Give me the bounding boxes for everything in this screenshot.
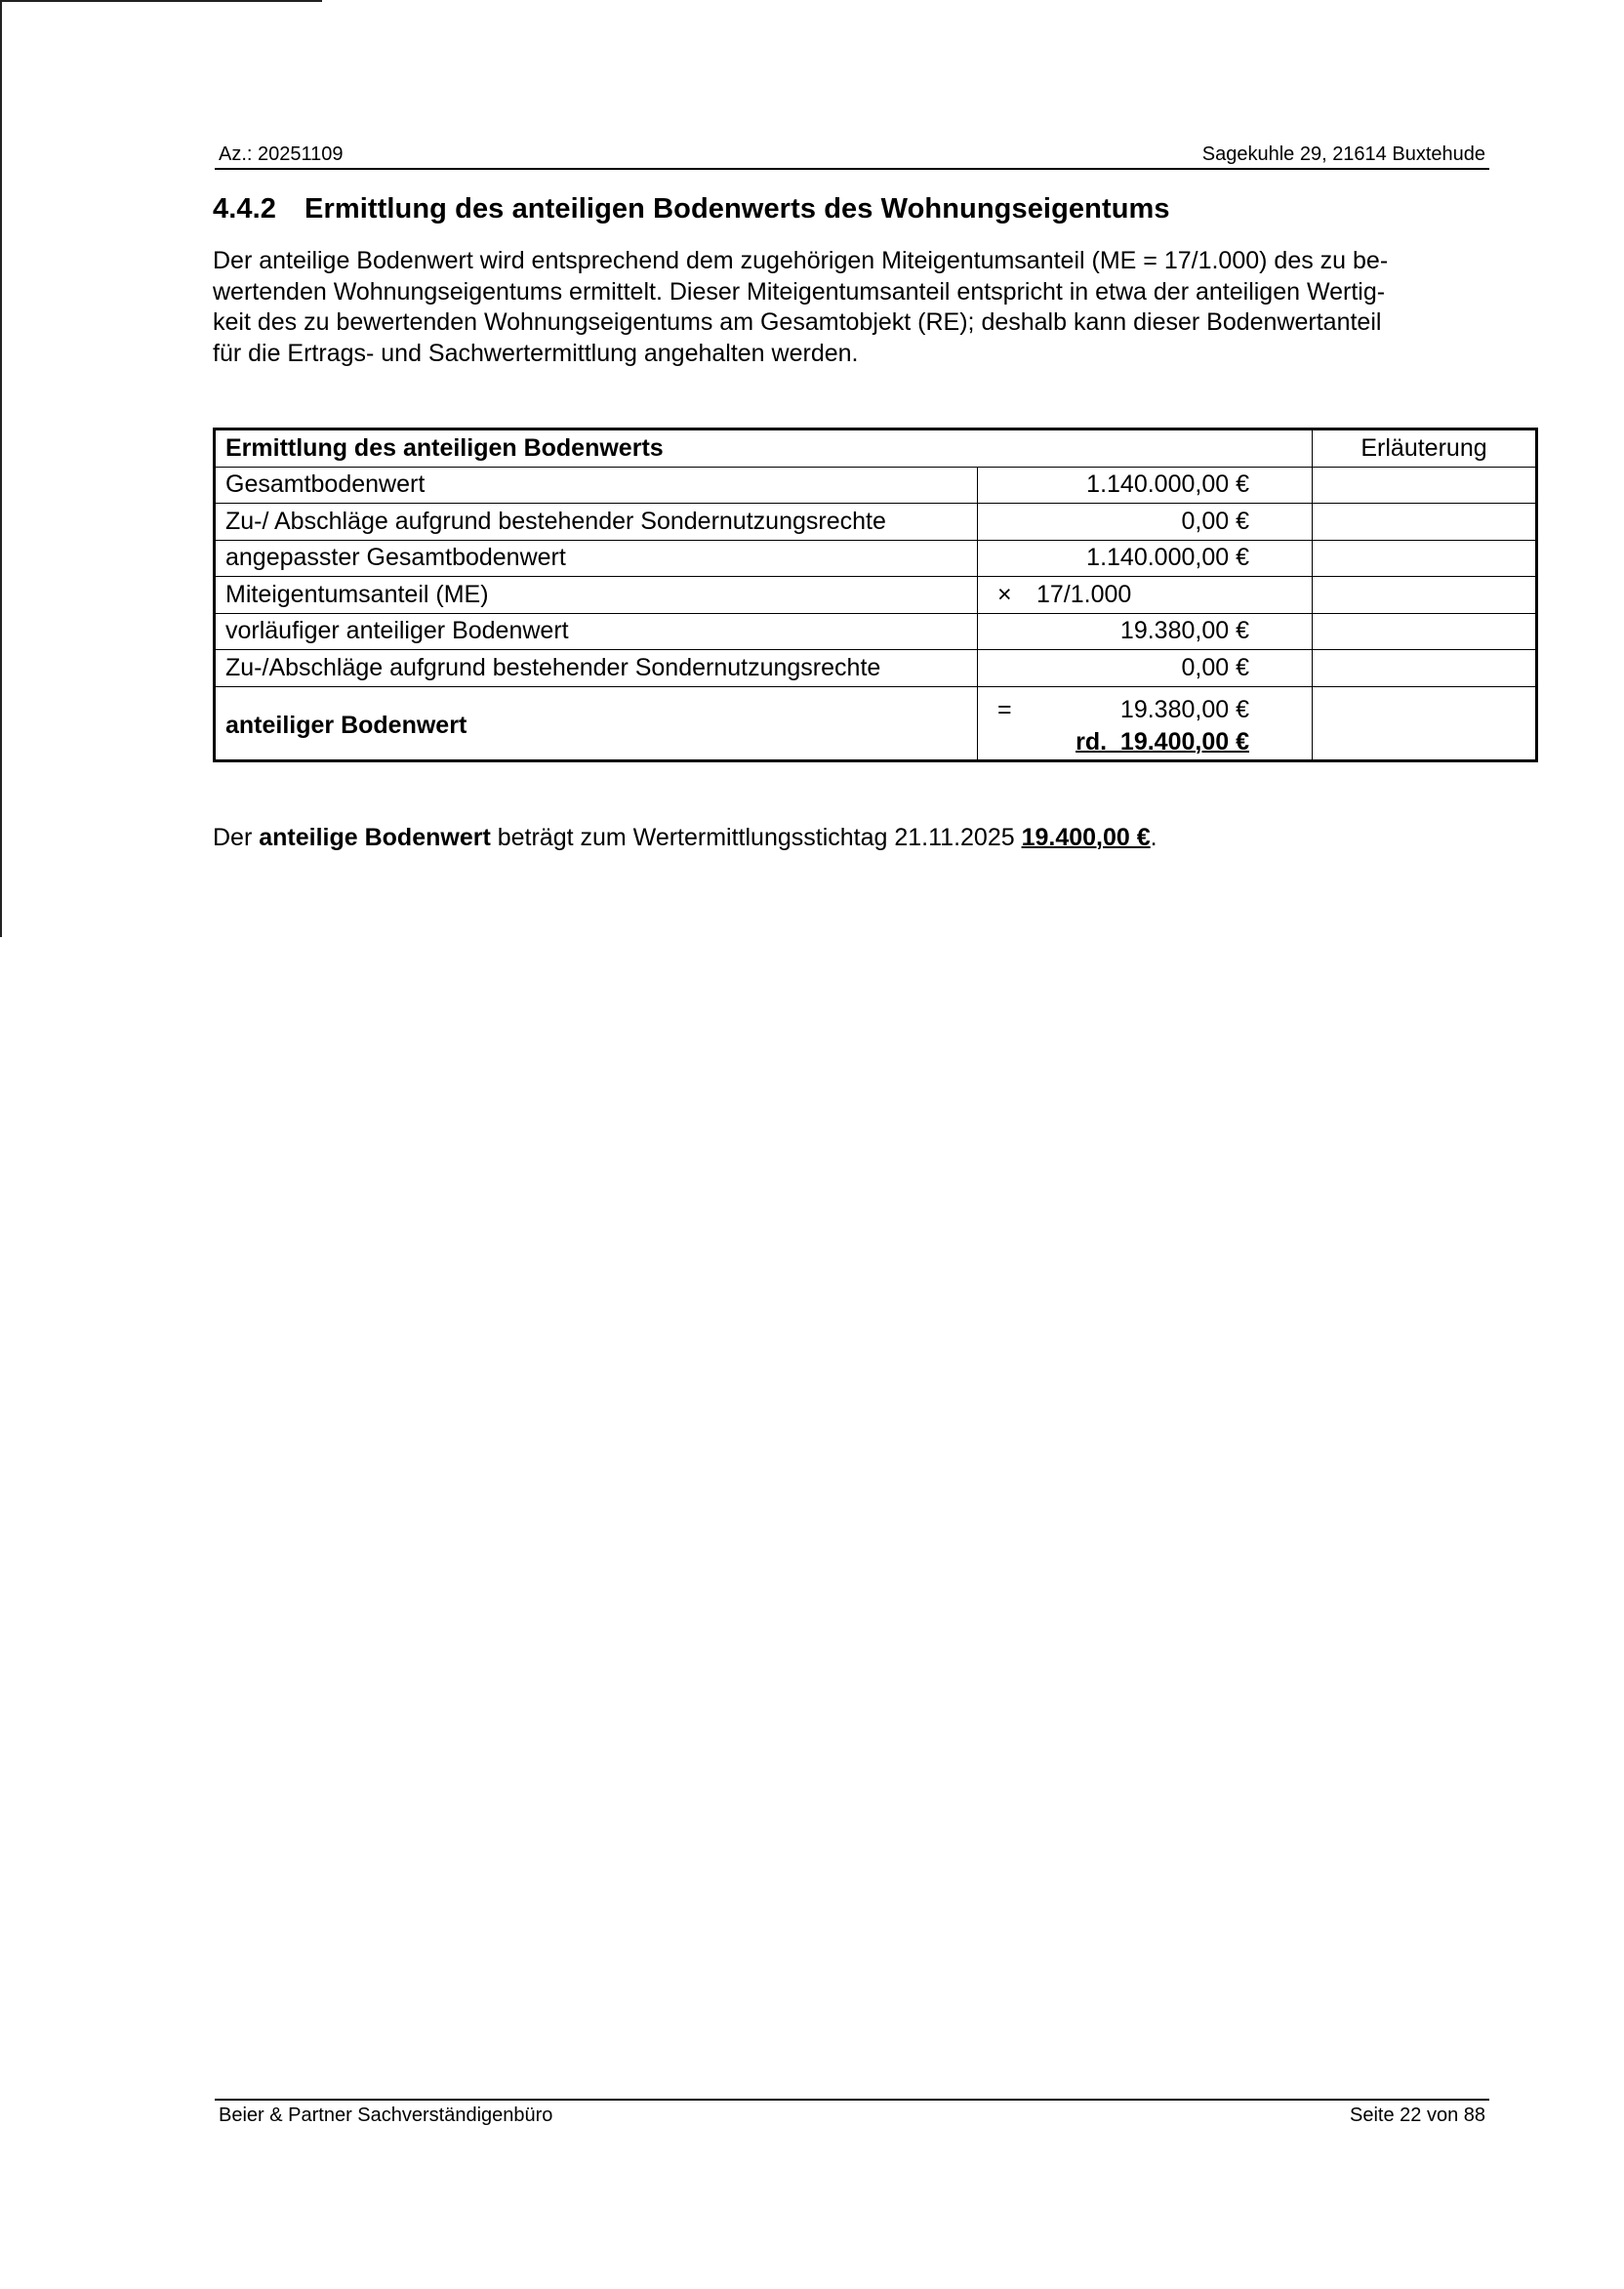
row-explanation <box>1313 686 1537 760</box>
scan-edge-top <box>0 0 322 2</box>
row-label: Zu-/ Abschläge aufgrund bestehender Sondernutzungsrechte <box>215 504 978 541</box>
result-bold-term: anteilige Bodenwert <box>259 824 491 851</box>
row-explanation <box>1313 613 1537 650</box>
table-header-row <box>215 429 1537 468</box>
row-explanation <box>1313 577 1537 614</box>
table-row <box>215 504 1537 541</box>
row-explanation <box>1313 467 1537 504</box>
total-sign: = <box>997 695 1012 723</box>
section-heading <box>213 193 1170 225</box>
row-label: angepasster Gesamtbodenwert <box>215 540 978 577</box>
explanation-header: Erläuterung <box>1313 429 1537 468</box>
intro-line: Der anteilige Bodenwert wird entsprechend dem zugehörigen Miteigentumsanteil (ME = 17/1.000) des zu be- <box>213 247 1389 274</box>
reference-number: Az.: 20251109 <box>219 143 344 165</box>
row-value <box>978 467 1313 504</box>
section-title: Ermittlung des anteiligen Bodenwerts des Wohnungseigentums <box>304 193 1170 225</box>
row-amount: 0,00 € <box>1181 653 1249 681</box>
table-title: Ermittlung des anteiligen Bodenwerts <box>215 429 1313 468</box>
page-header <box>215 141 1489 170</box>
table-total-row <box>215 686 1537 760</box>
land-value-table <box>213 428 1538 762</box>
scan-edge-left <box>0 0 2 937</box>
table-row <box>215 650 1537 687</box>
row-amount: 19.380,00 € <box>1119 617 1249 645</box>
result-prefix: Der <box>213 824 260 851</box>
section-number: 4.4.2 <box>213 193 276 225</box>
row-amount: 1.140.000,00 € <box>1086 470 1249 499</box>
row-explanation <box>1313 504 1537 541</box>
row-explanation <box>1313 650 1537 687</box>
result-sentence <box>213 824 1157 852</box>
total-value <box>978 686 1313 760</box>
row-value <box>978 540 1313 577</box>
result-amount: 19.400,00 € <box>1021 824 1151 851</box>
total-label: anteiliger Bodenwert <box>215 686 978 760</box>
row-value <box>978 577 1313 614</box>
company-name: Beier & Partner Sachverständigenbüro <box>219 2105 553 2126</box>
row-amount: 17/1.000 <box>1036 580 1132 608</box>
intro-line: wertenden Wohnungseigentums ermittelt. Dieser Miteigentumsanteil entspricht in etwa der anteiligen Wertig- <box>213 277 1386 306</box>
intro-paragraph <box>213 246 1482 369</box>
total-amount: 19.380,00 € <box>1119 695 1249 723</box>
row-label: vorläufiger anteiliger Bodenwert <box>215 613 978 650</box>
intro-line: für die Ertrags- und Sachwertermittlung angehalten werden. <box>213 339 859 367</box>
table-row <box>215 467 1537 504</box>
row-sign: × <box>997 580 1012 608</box>
page-footer <box>215 2099 1489 2130</box>
row-value <box>978 650 1313 687</box>
result-middle: beträgt zum Wertermittlungsstichtag 21.11.2025 <box>490 824 1022 851</box>
table-row <box>215 613 1537 650</box>
row-value <box>978 613 1313 650</box>
row-label: Miteigentumsanteil (ME) <box>215 577 978 614</box>
page-number: Seite 22 von 88 <box>1350 2105 1485 2126</box>
row-value <box>978 504 1313 541</box>
result-suffix: . <box>1150 824 1157 851</box>
table-row <box>215 540 1537 577</box>
table-row <box>215 577 1537 614</box>
row-amount: 1.140.000,00 € <box>1086 544 1249 572</box>
property-address: Sagekuhle 29, 21614 Buxtehude <box>1201 143 1485 165</box>
row-label: Gesamtbodenwert <box>215 467 978 504</box>
intro-line: keit des zu bewertenden Wohnungseigentums am Gesamtobjekt (RE); deshalb kann dieser Bodenwertanteil <box>213 308 1382 336</box>
row-explanation <box>1313 540 1537 577</box>
row-label: Zu-/Abschläge aufgrund bestehender Sondernutzungsrechte <box>215 650 978 687</box>
rounded-total: rd. 19.400,00 € <box>1076 727 1249 756</box>
row-amount: 0,00 € <box>1181 507 1249 535</box>
